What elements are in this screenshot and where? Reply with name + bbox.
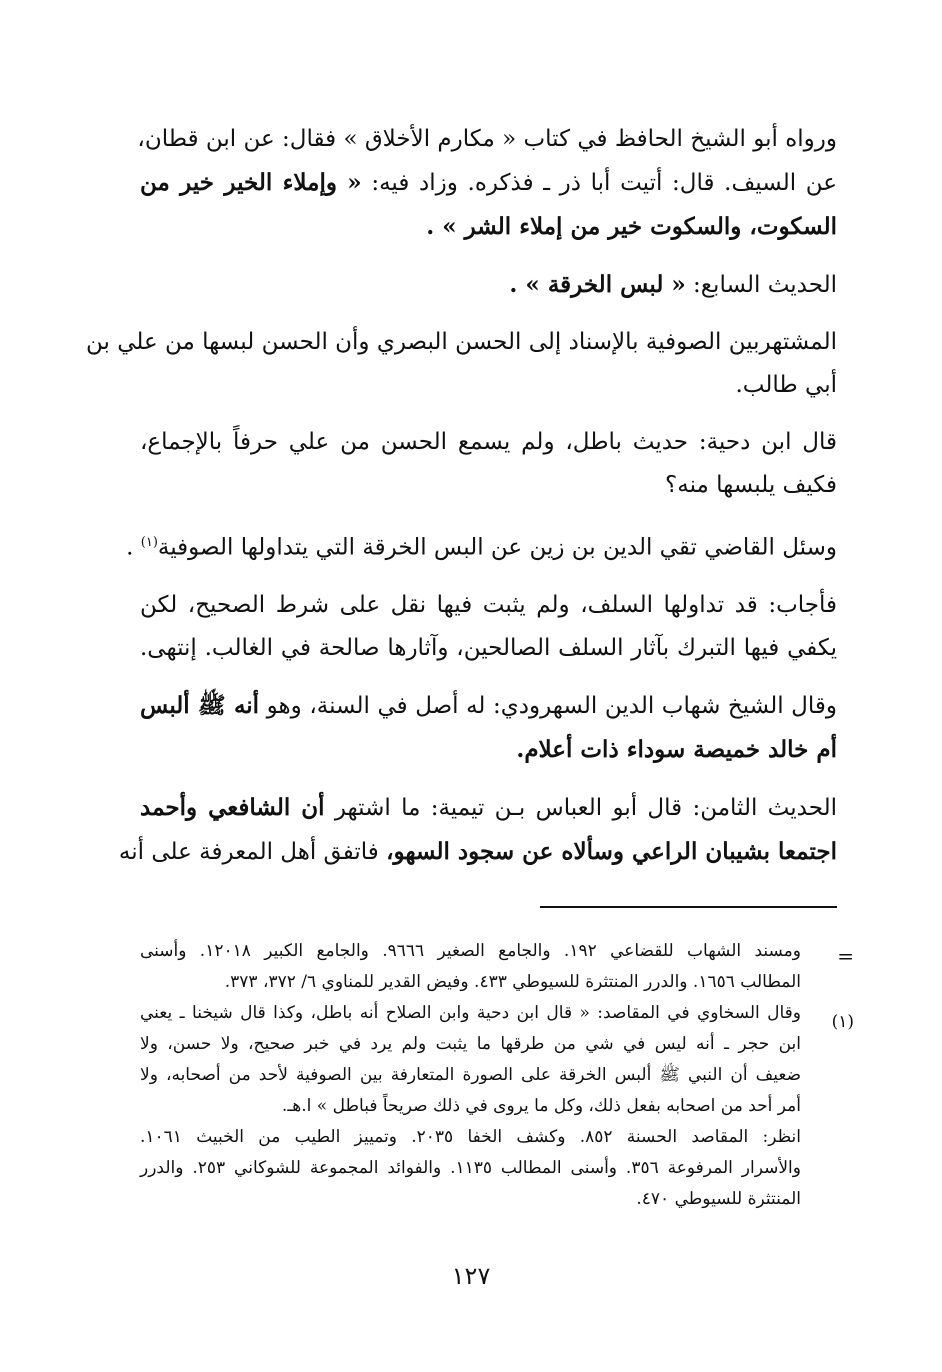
text-span: عن السيف. قال: أتيت أبا ذر ـ فذكره. وزاد فيه: <box>361 170 838 196</box>
text-line <box>140 684 837 728</box>
continuation-mark: = <box>837 944 854 968</box>
footnote-1 <box>140 998 837 1215</box>
footnote-line: وقال السخاوي في المقاصد: « قال ابن دحية وابن الصلاح أنه باطل، وكذا قال شيخنا ـ يعني <box>140 1003 801 1023</box>
footnote-line: ضعيف أن النبي ﷺ ألبس الخرقة على الصورة المتعارفة بين الصوفية لأحد من أصحابه، ولا <box>140 1065 801 1085</box>
paragraph-7 <box>140 684 837 772</box>
paragraph-5 <box>126 521 837 570</box>
text-line <box>140 205 837 249</box>
footnote-line: المنتثرة للسيوطي ٤٧٠. <box>636 1189 801 1209</box>
text-line <box>140 263 837 307</box>
text-line: فأجاب: قد تداولها السلف، ولم يثبت فيها نقل على شرط الصحيح، لكن <box>140 591 837 618</box>
text-line <box>126 521 837 570</box>
paragraph-3 <box>86 321 837 407</box>
footnote-continuation <box>140 936 837 998</box>
paragraph-6 <box>140 584 837 670</box>
footnote-ref[interactable]: (١) <box>140 535 158 550</box>
text-line <box>118 830 837 874</box>
main-text <box>86 118 838 888</box>
text-span: الحديث السابع: <box>685 272 837 298</box>
footnote-line: المطالب ١٦٥٦. والدرر المنتثرة للسيوطي ٤٣٣. وفيض القدير للمناوي ٦/ ٣٧٢، ٣٧٣. <box>224 972 801 992</box>
text-line: قال ابن دحية: حديث باطل، ولم يسمع الحسن من علي حرفاً بالإجماع، <box>140 429 837 455</box>
paragraph-4 <box>140 421 837 507</box>
footnote-line: انظر: المقاصد الحسنة ٨٥٢. وكشف الخفا ٢٠٣٥. وتمييز الطيب من الخبيث ١٠٦١. <box>140 1127 801 1147</box>
text-line: يكفي فيها التبرك بآثار السلف الصالحين، وآثارها صالحة في الغالب. إنتهى. <box>140 634 837 661</box>
footnote-line: ابن حجر ـ أنه ليس في شي من طرقها ما يثبت ولم يرد في خبر صحيح، ولا حسن، ولا <box>140 1034 801 1054</box>
text-line: ورواه أبو الشيخ الحافظ في كتاب « مكارم الأخلاق » فقال: عن ابن قطان، <box>137 126 837 152</box>
page-number: ١٢٧ <box>451 1262 491 1290</box>
paragraph-8 <box>118 786 837 874</box>
text-line <box>140 161 837 205</box>
bold-quote: أنه ﷺ ألبس <box>140 691 260 719</box>
bold-quote: السكوت، والسكوت خير من إملاء الشر » . <box>426 213 837 240</box>
bold-quote: أم خالد خميصة سوداء ذات أعلام. <box>516 735 837 763</box>
text-span: وسئل القاضي تقي الدين بن زين عن البس الخرقة التي يتداولها الصوفية <box>157 534 837 561</box>
text-span: . <box>126 534 141 561</box>
paragraph-1 <box>137 118 838 249</box>
text-line: فكيف يلبسها منه؟ <box>665 472 837 498</box>
footnote-separator <box>540 906 837 908</box>
footnote-number: (١) <box>831 1012 854 1032</box>
footnote-line: ومسند الشهاب للقضاعي ١٩٢. والجامع الصغير ٩٦٦٦. والجامع الكبير ١٢٠١٨. وأسنى <box>140 941 801 961</box>
text-line: المشتهربين الصوفية بالإسناد إلى الحسن البصري وأن الحسن لبسها من علي بن <box>86 329 837 355</box>
footnotes <box>140 936 837 1215</box>
text-line: أبي طالب. <box>735 372 837 398</box>
text-span: وقال الشيخ شهاب الدين السهرودي: له أصل في السنة، وهو <box>259 692 837 719</box>
footnote-line: والأسرار المرفوعة ٣٥٦. وأسنى المطالب ١١٣٥. والفوائد المجموعة للشوكاني ٢٥٣. والدرر <box>140 1158 801 1178</box>
bold-heading: « لبس الخرقة » . <box>509 271 686 298</box>
paragraph-2 <box>140 263 837 307</box>
bold-quote: « وإملاء الخير خير من <box>140 169 362 196</box>
text-span: فاتفق أهل المعرفة على أنه <box>118 838 387 865</box>
text-span: الحديث الثامن: قال أبو العباس بـن تيمية: ما اشتهر <box>324 794 837 821</box>
bold-quote: اجتمعا بشيبان الراعي وسألاه عن سجود السهو، <box>386 837 837 865</box>
text-line <box>140 728 837 772</box>
bold-quote: أن الشافعي وأحمد <box>140 793 325 821</box>
footnote-line: أمر أحد من اصحابه بفعل ذلك، وكل ما يروى في ذلك صريحاً فباطل » ا.هـ. <box>281 1096 801 1116</box>
text-line <box>140 786 837 830</box>
